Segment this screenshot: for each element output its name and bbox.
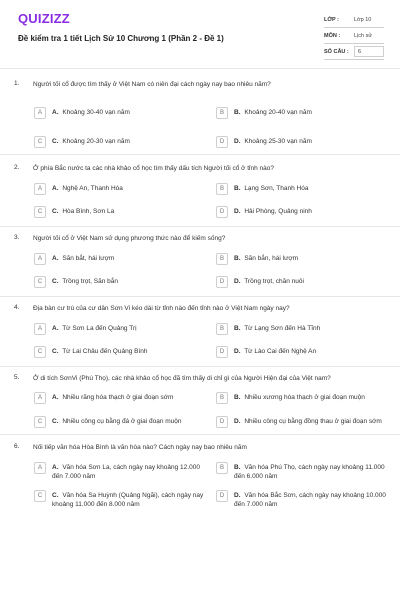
meta-count-value: 6: [354, 46, 384, 57]
meta-subject-label: MÔN :: [324, 32, 341, 39]
meta-class-value: Lớp 10: [354, 16, 372, 23]
option-a[interactable]: A A. Săn bắt, hái lượm: [34, 253, 204, 265]
option-text: Trồng trọt, chăn nuôi: [244, 278, 304, 285]
document-title: Đề kiểm tra 1 tiết Lịch Sử 10 Chương 1 (Phần 2 - Đề 1): [18, 34, 224, 43]
option-b[interactable]: B B. Nhiều xương hóa thạch ở giai đoạn muộn: [216, 392, 392, 404]
question-number: 2.: [14, 164, 20, 171]
option-letter-box: D: [216, 276, 228, 288]
option-letter-box: B: [216, 323, 228, 335]
option-c[interactable]: C C. Nhiều công cụ bằng đá ở giai đoạn muộn: [34, 416, 210, 428]
option-text: Nhiều răng hóa thạch ở giai đoạn sớm: [62, 394, 174, 401]
option-letter-box: C: [34, 346, 46, 358]
question-number: 1.: [14, 80, 20, 87]
question-text: Người tối cổ được tìm thấy ở Việt Nam có niên đại cách ngày nay bao nhiêu năm?: [33, 81, 271, 88]
option-d[interactable]: D D. Văn hóa Bắc Sơn, cách ngày nay khoảng 10.000 đến 7.000 năm: [216, 490, 390, 509]
option-text: Khoảng 30-40 vạn năm: [62, 109, 130, 116]
option-text: Từ Sơn La đến Quảng Trị: [62, 325, 137, 332]
meta-subject-value: Lịch sử: [354, 32, 373, 39]
meta-class-label: LỚP :: [324, 16, 339, 23]
option-letter-box: A: [34, 323, 46, 335]
question-divider: [0, 366, 400, 367]
meta-class: [324, 12, 384, 28]
option-text: Nhiều công cụ bằng đồng thau ở giai đoạn sớm: [244, 418, 382, 425]
option-c[interactable]: C C. Hòa Bình, Sơn La: [34, 206, 204, 218]
option-a[interactable]: A A. Khoảng 30-40 vạn năm: [34, 107, 204, 119]
option-b[interactable]: B B. Văn hóa Phú Thọ, cách ngày nay khoảng 11.000 đến 6.000 năm: [216, 462, 390, 481]
meta-count: [324, 44, 384, 60]
option-letter-box: A: [34, 253, 46, 265]
option-a[interactable]: A A. Từ Sơn La đến Quảng Trị: [34, 323, 204, 335]
meta-box: [324, 12, 384, 60]
option-text: Hải Phòng, Quảng ninh: [244, 208, 312, 215]
question-text: Địa bàn cư trú của cư dân Sơn Vi kéo dài từ tỉnh nào đến tỉnh nào ở Việt Nam ngày nay?: [33, 305, 290, 312]
option-letter-box: C: [34, 276, 46, 288]
question-text: Người tối cổ ở Việt Nam sử dụng phương thức nào để kiếm sống?: [33, 235, 226, 242]
option-letter-box: A: [34, 183, 46, 195]
option-text: Từ Lạng Sơn đến Hà Tĩnh: [244, 325, 321, 332]
option-letter-box: D: [216, 206, 228, 218]
question-text: Ở di tích SơnVi (Phú Thọ), các nhà khảo cổ học đã tìm thấy di chỉ gì của Người Hiện đại của Việt nam?: [33, 375, 331, 382]
question-number: 3.: [14, 234, 20, 241]
meta-count-label: SỐ CÂU :: [324, 48, 349, 55]
option-text: Nhiều công cụ bằng đá ở giai đoạn muộn: [62, 418, 182, 425]
question-number: 5.: [14, 374, 20, 381]
option-letter-box: A: [34, 392, 46, 404]
option-text: Khoảng 25-30 vạn năm: [244, 138, 312, 145]
option-letter-box: B: [216, 392, 228, 404]
question-number: 6.: [14, 443, 20, 450]
option-text: Nhiều xương hóa thạch ở giai đoạn muộn: [244, 394, 365, 401]
option-text: Lạng Sơn, Thanh Hóa: [244, 185, 309, 192]
option-text: Khoảng 20-40 vạn năm: [244, 109, 312, 116]
option-letter-box: B: [216, 107, 228, 119]
option-a[interactable]: A A. Nhiều răng hóa thạch ở giai đoạn sớm: [34, 392, 210, 404]
option-d[interactable]: D D. Nhiều công cụ bằng đồng thau ở giai đoạn sớm: [216, 416, 396, 428]
header-divider: [0, 68, 400, 69]
option-letter-box: A: [34, 462, 46, 474]
option-b[interactable]: B B. Từ Lạng Sơn đến Hà Tĩnh: [216, 323, 386, 335]
option-letter-box: D: [216, 490, 228, 502]
option-c[interactable]: C C. Trồng trọt, Săn bắn: [34, 276, 204, 288]
option-letter-box: C: [34, 490, 46, 502]
brand-logo: QUIZIZZ: [18, 11, 70, 26]
question-number: 4.: [14, 304, 20, 311]
option-text: Văn hóa Phú Thọ, cách ngày nay khoảng 11.000 đến 6.000 năm: [234, 464, 385, 480]
option-c[interactable]: C C. Văn hóa Sa Huỳnh (Quảng Ngãi), cách ngày nay khoảng 11.000 đến 8.000 năm: [34, 490, 208, 509]
option-letter-box: B: [216, 462, 228, 474]
option-letter-box: C: [34, 136, 46, 148]
option-text: Trồng trọt, Săn bắn: [62, 278, 118, 285]
option-d[interactable]: D D. Trồng trọt, chăn nuôi: [216, 276, 386, 288]
question-text: Nối tiếp văn hóa Hòa Bình là văn hóa nào? Cách ngày nay bao nhiêu năm: [33, 444, 247, 451]
option-letter-box: D: [216, 416, 228, 428]
option-text: Săn bắn, hái lượm: [244, 255, 299, 262]
option-c[interactable]: C C. Từ Lai Châu đến Quảng Bình: [34, 346, 204, 358]
option-letter-box: D: [216, 136, 228, 148]
option-text: Khoảng 20-30 vạn năm: [62, 138, 130, 145]
option-text: Văn hóa Sơn La, cách ngày nay khoảng 12.000 đến 7.000 năm: [52, 464, 200, 480]
question-divider: [0, 434, 400, 435]
option-b[interactable]: B B. Lạng Sơn, Thanh Hóa: [216, 183, 386, 195]
meta-subject: [324, 28, 384, 44]
option-letter-box: B: [216, 183, 228, 195]
option-text: Văn hóa Sa Huỳnh (Quảng Ngãi), cách ngày nay khoảng 11.000 đến 8.000 năm: [52, 492, 204, 508]
option-text: Từ Lai Châu đến Quảng Bình: [62, 348, 148, 355]
option-letter-box: B: [216, 253, 228, 265]
option-text: Hòa Bình, Sơn La: [62, 208, 115, 215]
question-text: Ở phía Bắc nước ta các nhà khảo cổ học tìm thấy dấu tích Người tối cổ ở tỉnh nào?: [33, 165, 274, 172]
option-a[interactable]: A A. Văn hóa Sơn La, cách ngày nay khoảng 12.000 đến 7.000 năm: [34, 462, 208, 481]
worksheet-header: [0, 0, 400, 66]
option-d[interactable]: D D. Khoảng 25-30 vạn năm: [216, 136, 386, 148]
option-letter-box: A: [34, 107, 46, 119]
option-b[interactable]: B B. Khoảng 20-40 vạn năm: [216, 107, 386, 119]
option-letter-box: D: [216, 346, 228, 358]
option-c[interactable]: C C. Khoảng 20-30 vạn năm: [34, 136, 204, 148]
question-divider: [0, 226, 400, 227]
option-text: Từ Lào Cai đến Nghệ An: [244, 348, 317, 355]
option-letter-box: C: [34, 206, 46, 218]
option-d[interactable]: D D. Từ Lào Cai đến Nghệ An: [216, 346, 386, 358]
option-letter-box: C: [34, 416, 46, 428]
option-b[interactable]: B B. Săn bắn, hái lượm: [216, 253, 386, 265]
option-text: Văn hóa Bắc Sơn, cách ngày nay khoảng 10.000 đến 7.000 năm: [234, 492, 386, 508]
option-text: Nghệ An, Thanh Hóa: [62, 185, 123, 192]
option-d[interactable]: D D. Hải Phòng, Quảng ninh: [216, 206, 386, 218]
question-divider: [0, 154, 400, 155]
question-divider: [0, 296, 400, 297]
option-a[interactable]: A A. Nghệ An, Thanh Hóa: [34, 183, 204, 195]
option-text: Săn bắt, hái lượm: [62, 255, 115, 262]
